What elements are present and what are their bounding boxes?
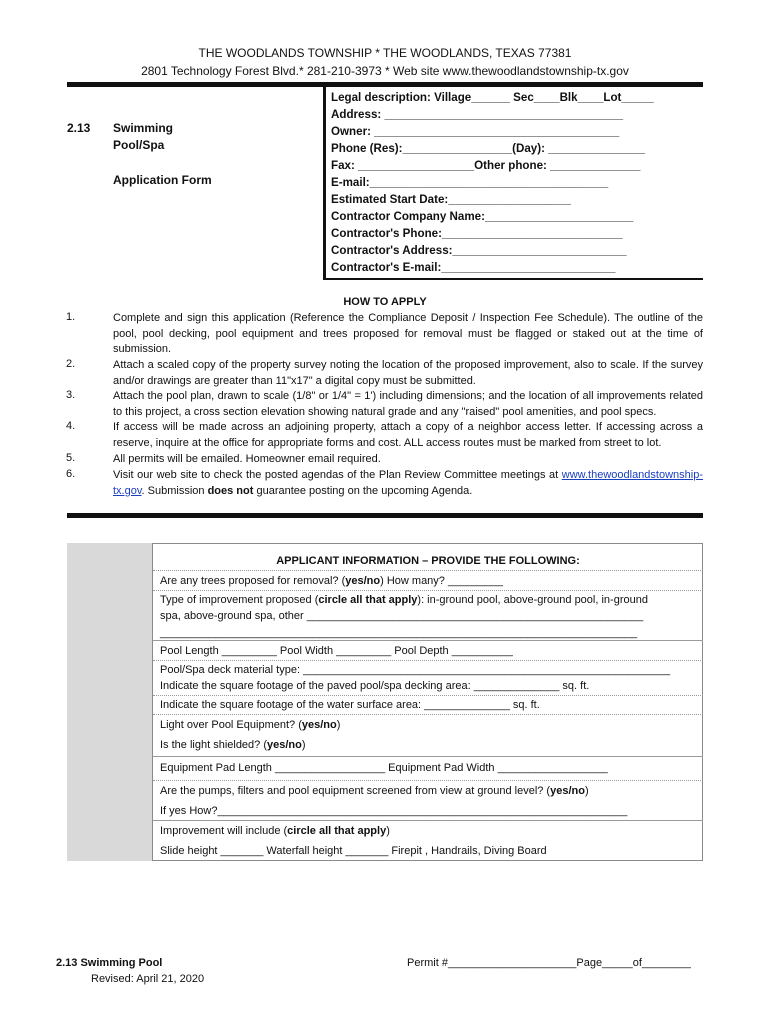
instruction-item: Complete and sign this application (Reference the Compliance Deposit / Inspection Fee Schedule). The outline of the pool, pool decking, pool equipment and trees proposed for removal must be flagged or staked out at the time of submission. xyxy=(113,312,703,356)
header-line-1: THE WOODLANDS TOWNSHIP * THE WOODLANDS, TEXAS 77381 xyxy=(198,46,572,60)
item-number: 2. xyxy=(66,358,76,370)
form-title-line-1: Swimming xyxy=(113,121,174,135)
form-subtitle: Application Form xyxy=(113,173,212,187)
how-to-apply-title: HOW TO APPLY xyxy=(343,296,427,308)
owner-field[interactable]: Owner: ______________________________________ xyxy=(331,125,620,138)
phone-field[interactable]: Phone (Res):_________________(Day): _______________ xyxy=(331,142,645,155)
improvement-extra-line[interactable]: ______________________________________________________________________________ xyxy=(160,627,638,639)
instruction-item: All permits will be emailed. Homeowner email required. xyxy=(113,453,381,465)
row-divider xyxy=(153,714,703,715)
fax-field[interactable]: Fax: __________________Other phone: ______________ xyxy=(331,159,641,172)
water-sqft-field[interactable]: Indicate the square footage of the water surface area: ______________ sq. ft. xyxy=(160,699,540,711)
improvement-other-field[interactable]: spa, above-ground spa, other _______________________________________________________ xyxy=(160,610,644,622)
contractor-address-field[interactable]: Contractor's Address:___________________________ xyxy=(331,244,627,257)
contractor-phone-field[interactable]: Contractor's Phone:____________________________ xyxy=(331,227,623,240)
website-link[interactable]: www.thewoodlandstownship-tx.gov xyxy=(113,469,703,497)
item-number: 4. xyxy=(66,420,76,432)
fields-bottom-rule xyxy=(323,278,703,280)
header-line-2: 2801 Technology Forest Blvd.* 281-210-3973 * Web site www.thewoodlandstownship-tx.gov xyxy=(141,64,629,78)
row-divider xyxy=(153,660,703,661)
screen-question[interactable]: Are the pumps, filters and pool equipment screened from view at ground level? (yes/no) xyxy=(160,785,589,797)
row-divider xyxy=(153,640,703,641)
instruction-item xyxy=(113,468,703,499)
improvement-includes[interactable]: Improvement will include (circle all that apply) xyxy=(160,825,390,837)
address-field[interactable]: Address: _____________________________________ xyxy=(331,108,624,121)
item-text: . Submission xyxy=(141,484,208,497)
item-text: Visit our web site to check the posted agendas of the Plan Review Committee meetings at xyxy=(113,469,562,481)
row-divider xyxy=(153,570,703,571)
item-number: 1. xyxy=(66,311,76,323)
contact-fields xyxy=(331,89,654,276)
deck-material-field[interactable]: Pool/Spa deck material type: ____________________________________________________________ xyxy=(160,664,671,676)
item-number: 5. xyxy=(66,452,76,464)
footer-title: 2.13 Swimming Pool xyxy=(56,957,163,969)
section-number: 2.13 xyxy=(67,121,91,135)
instruction-item: Attach the pool plan, drawn to scale (1/8" or 1/4" = 1') including dimensions; and the location of all improvements related to this project, a cross section elevation showing natural grade and any "raised" pool amenities, and pool specs. xyxy=(113,390,703,418)
applicant-table-gray-column xyxy=(67,543,153,861)
footer-revised: Revised: April 21, 2020 xyxy=(91,973,205,985)
row-divider xyxy=(153,756,703,757)
form-title-line-2: Pool/Spa xyxy=(113,138,165,152)
permit-page-field[interactable]: Permit #_____________________Page_____of________ xyxy=(407,957,691,969)
shield-question[interactable]: Is the light shielded? (yes/no) xyxy=(160,739,306,751)
item-text: guarantee posting on the upcoming Agenda. xyxy=(253,484,473,497)
contractor-company-field[interactable]: Contractor Company Name:_______________________ xyxy=(331,210,634,223)
row-divider xyxy=(153,695,703,696)
improvement-type-field[interactable]: Type of improvement proposed (circle all that apply): in-ground pool, above-ground pool, in-ground xyxy=(160,594,648,606)
instruction-item: Attach a scaled copy of the property survey noting the location of the proposed improvement, also to scale. If the survey and/or drawings are greater than 11"x17" a digital copy must be submitted. xyxy=(113,359,703,387)
contractor-email-field[interactable]: Contractor's E-mail:___________________________ xyxy=(331,261,616,274)
emphasis-text: does not xyxy=(207,484,254,497)
item-number: 3. xyxy=(66,389,76,401)
light-question[interactable]: Light over Pool Equipment? (yes/no) xyxy=(160,719,341,731)
row-divider xyxy=(153,820,703,821)
start-date-field[interactable]: Estimated Start Date:___________________ xyxy=(331,193,571,206)
trees-question[interactable]: Are any trees proposed for removal? (yes/no) How many? _________ xyxy=(160,575,504,587)
row-divider xyxy=(153,780,703,781)
instruction-item: If access will be made across an adjoining property, attach a copy of a neighbor access letter. If accessing across a reserve, inquire at the office for appropriate forms and cost. ALL access routes must be marked from street to lot. xyxy=(113,421,703,449)
email-field[interactable]: E-mail:_____________________________________ xyxy=(331,176,609,189)
applicant-heading: APPLICANT INFORMATION – PROVIDE THE FOLLOWING: xyxy=(276,555,580,567)
equipment-pad-field[interactable]: Equipment Pad Length __________________ Equipment Pad Width __________________ xyxy=(160,762,608,774)
features-field[interactable]: Slide height _______ Waterfall height _______ Firepit , Handrails, Diving Board xyxy=(160,845,547,857)
item-number: 6. xyxy=(66,468,76,480)
section-rule xyxy=(67,513,703,518)
header-rule xyxy=(67,82,703,87)
header-divider xyxy=(323,87,326,279)
if-yes-field[interactable]: If yes How?___________________________________________________________________ xyxy=(160,805,628,817)
deck-sqft-field[interactable]: Indicate the square footage of the paved pool/spa decking area: ______________ sq. ft. xyxy=(160,680,590,692)
pool-dimensions-field[interactable]: Pool Length _________ Pool Width _________ Pool Depth __________ xyxy=(160,645,513,657)
legal-description-field[interactable]: Legal description: Village______ Sec____Blk____Lot_____ xyxy=(331,91,654,104)
row-divider xyxy=(153,590,703,591)
